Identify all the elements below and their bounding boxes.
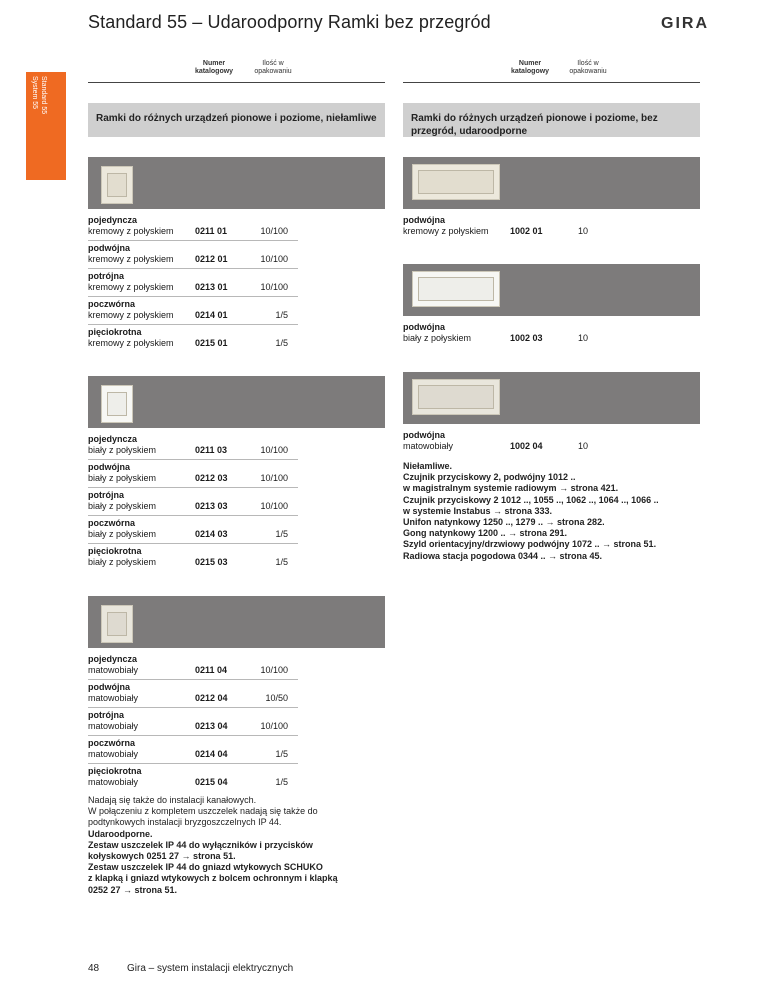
list-item [88, 299, 385, 323]
row-divider [88, 735, 298, 736]
frame-double-cream-image [412, 164, 500, 200]
item-name: potrójna [88, 710, 124, 720]
item-catalog-number: 0212 01 [195, 254, 228, 264]
item-name: podwójna [88, 682, 130, 692]
right-notes [403, 461, 743, 562]
item-finish: matowobiały [88, 693, 139, 703]
item-qty: 1/5 [275, 529, 288, 539]
item-qty: 1/5 [275, 749, 288, 759]
list-item [88, 462, 385, 486]
frame-double-matt-image [412, 379, 500, 415]
note-line: Czujnik przyciskowy 2 1012 .., 1055 .., 1062 .., 1064 .., 1066 .. [403, 494, 659, 505]
item-name: poczwórna [88, 518, 136, 528]
list-item [88, 271, 385, 295]
item-finish: matowobiały [88, 665, 139, 675]
item-catalog-number: 0211 03 [195, 445, 228, 455]
item-catalog-number: 0213 04 [195, 721, 228, 731]
item-qty: 10 [578, 226, 589, 236]
item-qty: 10/100 [260, 501, 288, 511]
item-finish: biały z połyskiem [88, 557, 157, 567]
side-tab-text: Standard 55 System 55 [31, 76, 47, 115]
item-finish: biały z połyskiem [88, 529, 157, 539]
item-catalog-number: 0214 01 [195, 310, 228, 320]
item-finish: matowobiały [88, 749, 139, 759]
note-line: Gong natynkowy 1200 .. → strona 291. [403, 528, 568, 539]
page-title: Standard 55 – Udaroodporny Ramki bez przegród [88, 12, 491, 32]
left-notes [88, 795, 388, 896]
section-title-left: Ramki do różnych urządzeń pionowe i poziome, niełamliwe [88, 103, 385, 137]
item-catalog-number: 0215 01 [195, 338, 228, 348]
item-catalog-number: 0215 03 [195, 557, 228, 567]
footer-text: Gira – system instalacji elektrycznych [127, 963, 294, 974]
item-qty: 10/100 [260, 445, 288, 455]
list-item [88, 654, 385, 678]
list-item [88, 546, 385, 570]
note-line: Szyld orientacyjny/drzwiowy podwójny 1072 .. → strona 51. [403, 539, 657, 550]
item-catalog-number: 0211 01 [195, 226, 228, 236]
header-rule-right [403, 82, 700, 83]
side-tab [26, 72, 66, 180]
page-number: 48 [88, 963, 100, 974]
column-header-catalog-right: Numer katalogowy [510, 60, 550, 75]
note-line: W połączeniu z kompletem uszczelek nadają się także do [88, 806, 318, 817]
list-item [88, 710, 385, 734]
list-item [88, 215, 385, 239]
row-divider [88, 487, 298, 488]
item-catalog-number: 0212 03 [195, 473, 228, 483]
item-finish: biały z połyskiem [403, 333, 472, 343]
row-divider [88, 707, 298, 708]
note-line: Zestaw uszczelek IP 44 do wyłączników i przycisków [88, 839, 313, 850]
item-name: potrójna [88, 490, 124, 500]
row-divider [88, 679, 298, 680]
item-name: pięciokrotna [88, 546, 142, 556]
note-line: Radiowa stacja pogodowa 0344 .. → strona 45. [403, 550, 603, 561]
item-name: podwójna [403, 430, 445, 440]
item-catalog-number: 0214 04 [195, 749, 228, 759]
note-line: w magistralnym systemie radiowym → strona 421. [403, 483, 619, 494]
frame-single-white-image [101, 385, 133, 423]
list-item [403, 322, 700, 346]
item-qty: 10/100 [260, 226, 288, 236]
note-line: z klapką i gniazd wtykowych z bolcem ochronnym i klapką [88, 873, 338, 884]
note-line: 0252 27 → strona 51. [88, 884, 178, 895]
list-item [403, 215, 700, 239]
item-catalog-number: 1002 03 [510, 333, 543, 343]
column-header-qty: Ilość w opakowaniu [254, 60, 292, 75]
note-line: w systemie Instabus → strona 333. [403, 505, 553, 516]
item-catalog-number: 0212 04 [195, 693, 228, 703]
note-line: Czujnik przyciskowy 2, podwójny 1012 .. [403, 472, 576, 483]
item-catalog-number: 0213 01 [195, 282, 228, 292]
item-finish: biały z połyskiem [88, 445, 157, 455]
note-line: kołyskowych 0251 27 → strona 51. [88, 851, 236, 862]
note-line: Niełamliwe. [403, 461, 453, 471]
row-divider [88, 296, 298, 297]
item-qty: 10/100 [260, 721, 288, 731]
item-finish: kremowy z połyskiem [88, 226, 174, 236]
section-title-right: Ramki do różnych urządzeń pionowe i poziome, bez przegród, udaroodporne [403, 103, 700, 137]
list-item [88, 327, 385, 351]
item-name: potrójna [88, 271, 124, 281]
item-catalog-number: 0215 04 [195, 777, 228, 787]
item-name: pięciokrotna [88, 766, 142, 776]
item-finish: biały z połyskiem [88, 473, 157, 483]
item-catalog-number: 1002 04 [510, 441, 543, 451]
item-qty: 1/5 [275, 310, 288, 320]
column-header-catalog: Numer katalogowy [194, 60, 234, 75]
item-finish: matowobiały [403, 441, 454, 451]
header-rule [88, 82, 385, 83]
note-line: podtynkowych instalacji bryzgoszczelnych IP 44. [88, 817, 282, 828]
item-catalog-number: 0211 04 [195, 665, 228, 675]
item-qty: 10/50 [265, 693, 288, 703]
list-item [403, 430, 700, 454]
column-header-qty-right: Ilość w opakowaniu [569, 60, 607, 75]
item-finish: matowobiały [88, 777, 139, 787]
item-qty: 10 [578, 333, 589, 343]
list-item [88, 738, 385, 762]
row-divider [88, 543, 298, 544]
list-item [88, 518, 385, 542]
item-name: pojedyncza [88, 654, 138, 664]
item-catalog-number: 0214 03 [195, 529, 228, 539]
gira-logo: GIRA [661, 15, 709, 32]
note-line: Unifon natynkowy 1250 .., 1279 .. → strona 282. [403, 517, 605, 528]
item-name: podwójna [403, 322, 445, 332]
item-name: pojedyncza [88, 215, 138, 225]
frame-single-matt-image [101, 605, 133, 643]
frame-single-cream-image [101, 166, 133, 204]
item-qty: 1/5 [275, 557, 288, 567]
item-catalog-number: 0213 03 [195, 501, 228, 511]
row-divider [88, 459, 298, 460]
item-finish: kremowy z połyskiem [88, 254, 174, 264]
item-qty: 10/100 [260, 282, 288, 292]
item-qty: 1/5 [275, 777, 288, 787]
list-item [88, 682, 385, 706]
item-catalog-number: 1002 01 [510, 226, 543, 236]
item-finish: biały z połyskiem [88, 501, 157, 511]
item-qty: 10/100 [260, 254, 288, 264]
row-divider [88, 240, 298, 241]
list-item [88, 766, 385, 790]
row-divider [88, 268, 298, 269]
item-qty: 10 [578, 441, 589, 451]
item-name: podwójna [88, 462, 130, 472]
note-line: Udaroodporne. [88, 828, 153, 839]
item-name: podwójna [403, 215, 445, 225]
item-finish: matowobiały [88, 721, 139, 731]
item-finish: kremowy z połyskiem [88, 310, 174, 320]
item-finish: kremowy z połyskiem [88, 338, 174, 348]
item-name: pięciokrotna [88, 327, 142, 337]
list-item [88, 434, 385, 458]
item-name: podwójna [88, 243, 130, 253]
item-name: poczwórna [88, 299, 136, 309]
row-divider [88, 515, 298, 516]
item-qty: 10/100 [260, 473, 288, 483]
item-finish: kremowy z połyskiem [88, 282, 174, 292]
frame-double-white-image [412, 271, 500, 307]
list-item [88, 490, 385, 514]
row-divider [88, 324, 298, 325]
note-line: Nadają się także do instalacji kanałowych. [88, 795, 257, 805]
note-line: Zestaw uszczelek IP 44 do gniazd wtykowych SCHUKO [88, 862, 323, 873]
item-name: poczwórna [88, 738, 136, 748]
list-item [88, 243, 385, 267]
item-qty: 1/5 [275, 338, 288, 348]
item-name: pojedyncza [88, 434, 138, 444]
row-divider [88, 763, 298, 764]
item-qty: 10/100 [260, 665, 288, 675]
item-finish: kremowy z połyskiem [403, 226, 489, 236]
